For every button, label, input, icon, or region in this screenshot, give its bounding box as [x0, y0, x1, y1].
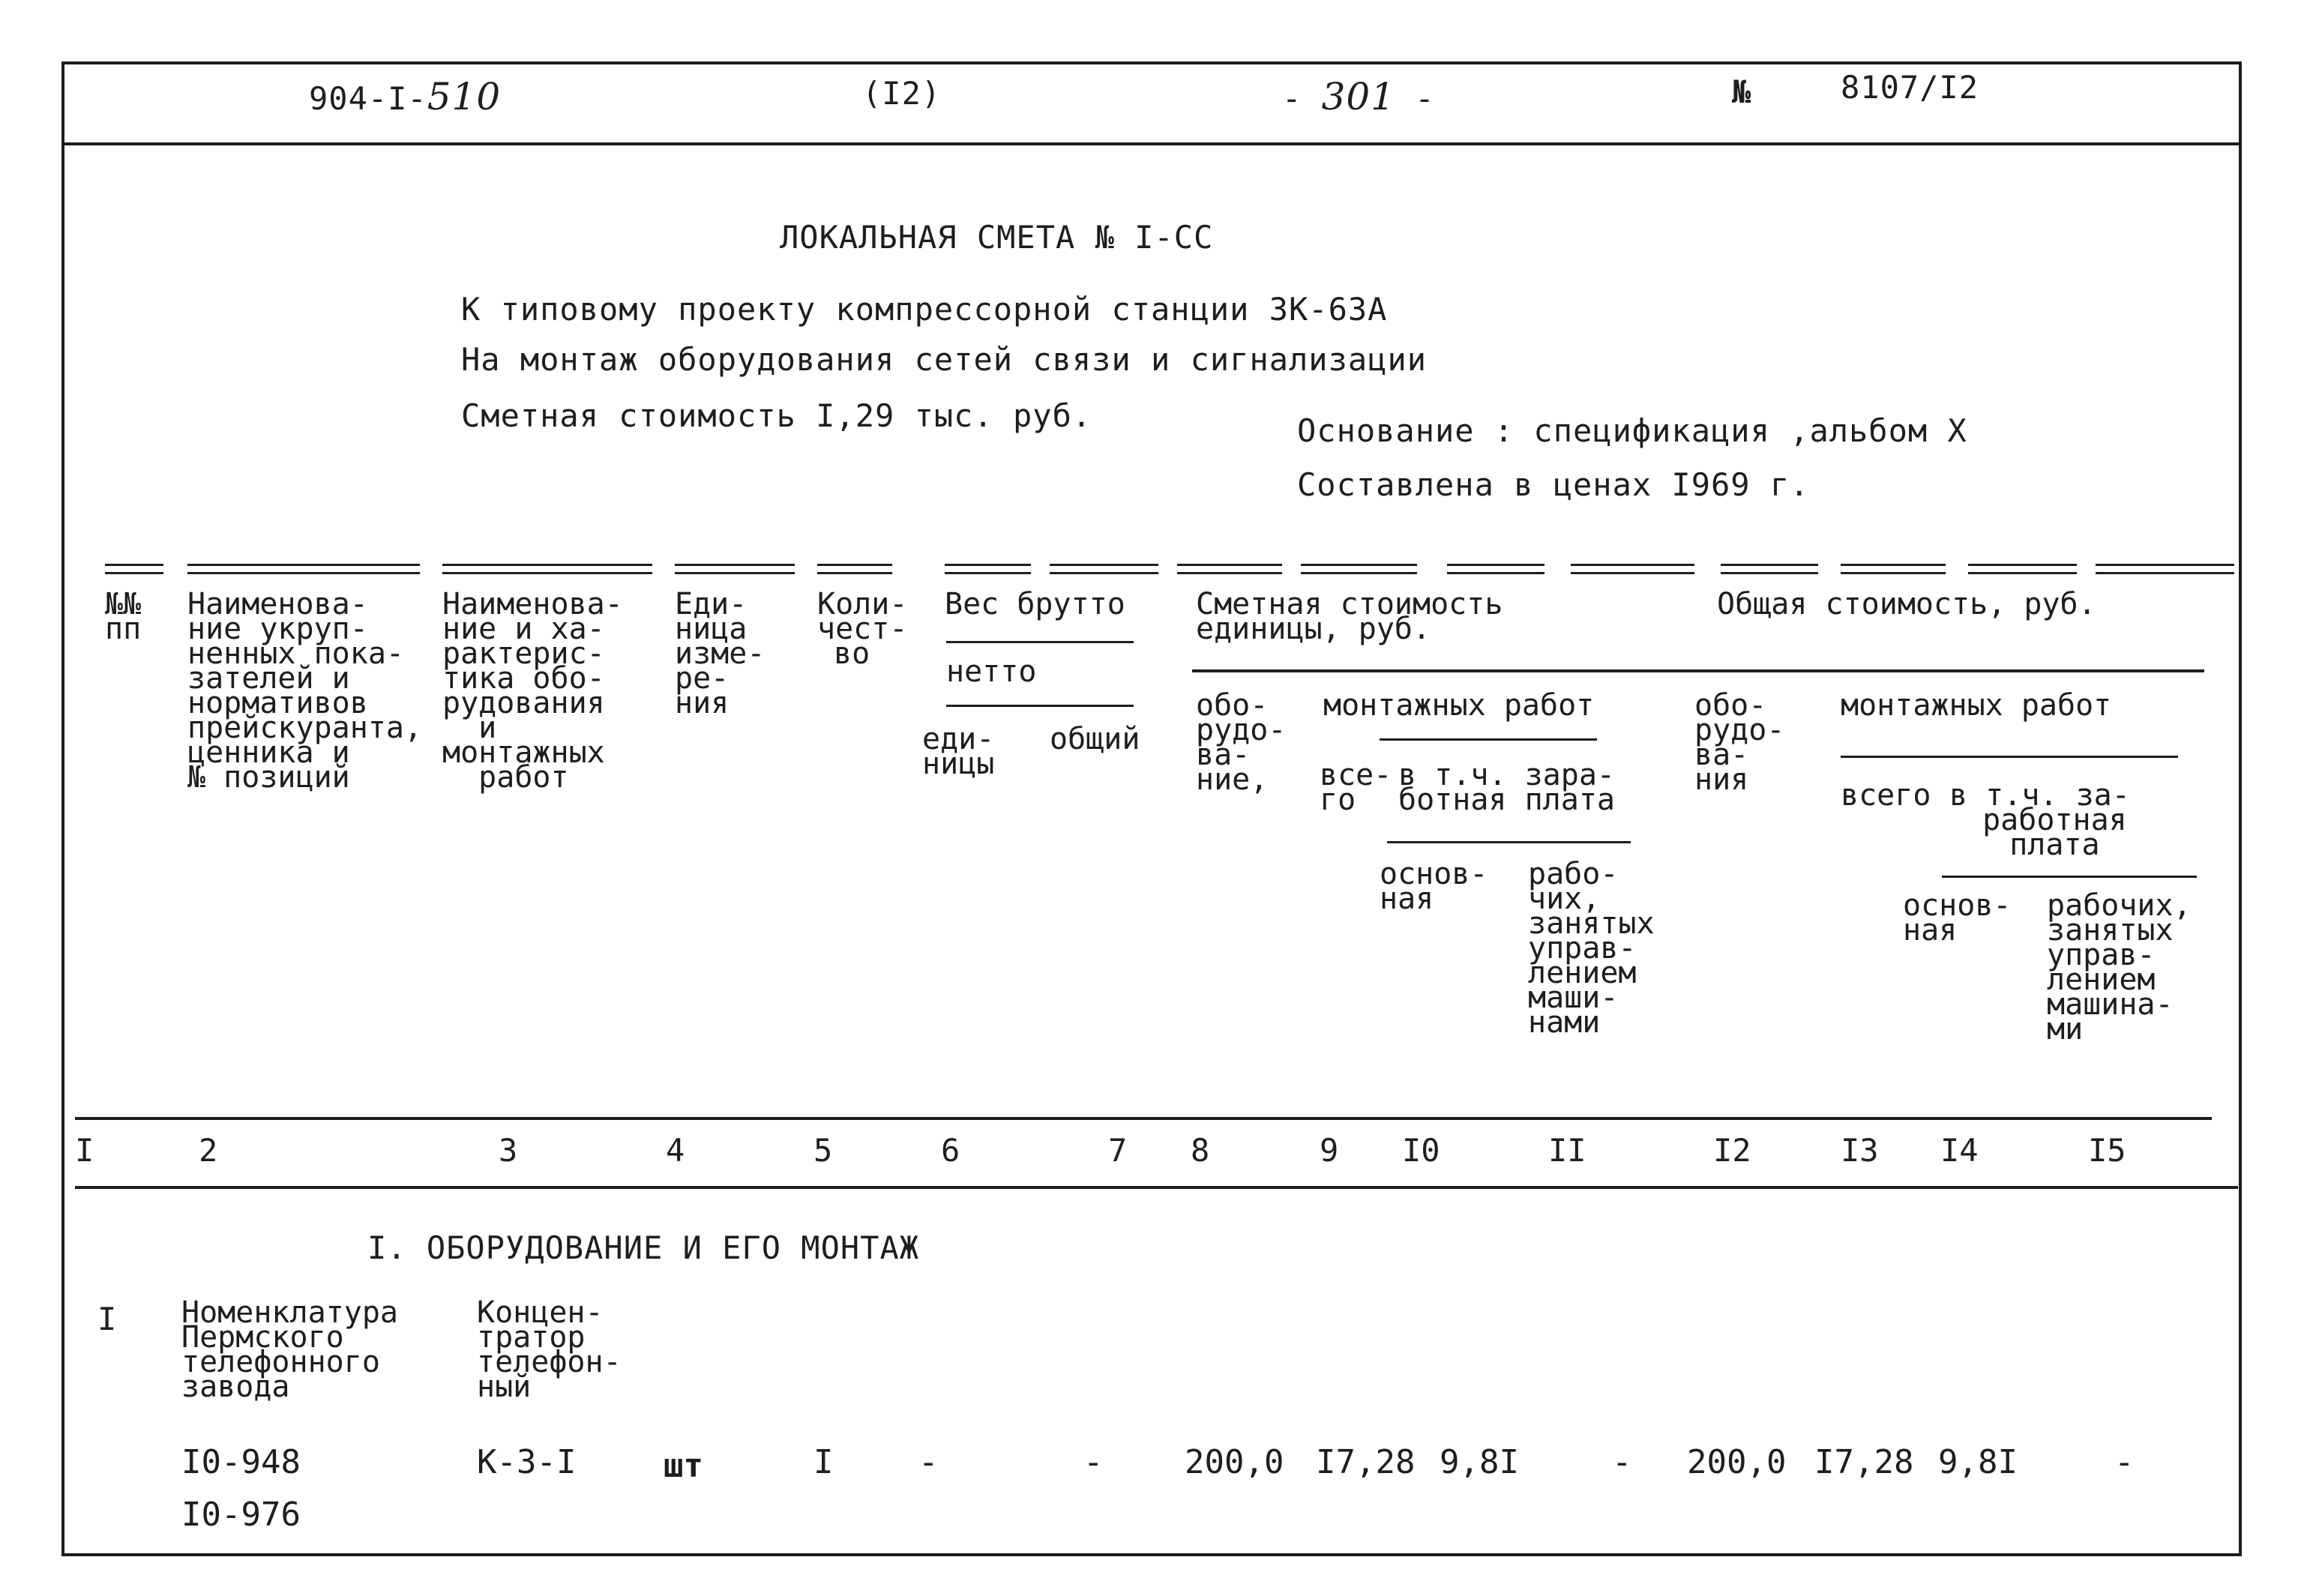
- header-rule-c9: [1301, 564, 1417, 574]
- row1-qty: I: [813, 1443, 834, 1481]
- col11-header: рабо- чих, занятых управ- лением маши- нами: [1528, 857, 1655, 1040]
- weight-header: Вес брутто: [945, 587, 1125, 621]
- colnum-rule-top: [75, 1117, 2212, 1120]
- col4-header: Еди- ница изме- ре- ния: [675, 587, 766, 720]
- header-rule-c6: [945, 564, 1031, 574]
- row1-weight-total: -: [1083, 1443, 1104, 1481]
- row1-name: Номенклатура Пермского телефонного завода: [181, 1295, 398, 1404]
- col3-header: Наименова- ние и ха- рактерис- тика обо- рудования и монтажных работ: [442, 587, 623, 795]
- row1-model: К-3-I: [477, 1443, 577, 1481]
- header-rule-c2: [187, 564, 420, 574]
- colnum-7: 7: [1108, 1132, 1128, 1169]
- col5-header: Коли- чест- во: [817, 587, 908, 671]
- title-prices: Составлена в ценах I969 г.: [1297, 466, 1810, 503]
- header-rule-c11: [1571, 564, 1694, 574]
- doc-code: 904-I-510: [309, 75, 502, 118]
- colnum-9: 9: [1320, 1132, 1339, 1169]
- header-rule-c7: [1050, 564, 1158, 574]
- row1-col14: 9,8I: [1938, 1443, 2018, 1481]
- colnum-6: 6: [941, 1132, 960, 1169]
- row1-num: I: [97, 1301, 117, 1337]
- wage-rule-unit: [1387, 841, 1631, 843]
- header-rule-c14: [1968, 564, 2077, 574]
- section-title: I. ОБОРУДОВАНИЕ И ЕГО МОНТАЖ: [367, 1229, 920, 1266]
- title-scope: На монтаж оборудования сетей связи и сигнализации: [461, 341, 1428, 378]
- total-cost-header: Общая стоимость, руб.: [1717, 587, 2096, 621]
- cost-rule: [1192, 669, 2204, 672]
- colnum-5: 5: [813, 1132, 833, 1169]
- title-project: К типовому проекту компрессорной станции ЗК-63А: [461, 291, 1388, 328]
- header-rule-c12: [1721, 564, 1818, 574]
- doc-number: 8107/I2: [1841, 69, 1979, 106]
- colnum-4: 4: [666, 1132, 685, 1169]
- mount-rule-total: [1841, 756, 2178, 758]
- colnum-8: 8: [1191, 1132, 1210, 1169]
- row1-col12: 200,0: [1687, 1443, 1787, 1481]
- header-rule-c13: [1841, 564, 1946, 574]
- row1-equipment: Концен- тратор телефон- ный: [477, 1295, 622, 1404]
- row1-col9: I7,28: [1316, 1443, 1416, 1481]
- col6-header: еди- ницы: [922, 722, 995, 781]
- page-number-handwritten: 301: [1321, 75, 1396, 118]
- colnum-2: 2: [199, 1132, 218, 1169]
- colnum-3: 3: [499, 1132, 518, 1169]
- unit-cost-header: Сметная стоимость единицы, руб.: [1196, 587, 1503, 646]
- header-rule-c3: [442, 564, 652, 574]
- header-divider: [61, 142, 2239, 145]
- colnum-10: I0: [1402, 1132, 1440, 1169]
- col2-header: Наименова- ние укруп- ненных пока- зателей и нормативов прейскуранта, ценника и № позиций: [187, 587, 423, 795]
- estimate-title: ЛОКАЛЬНАЯ СМЕТА № I-СС: [780, 219, 1214, 256]
- weight-rule-1: [946, 641, 1134, 643]
- row1-col11: -: [1612, 1443, 1632, 1481]
- row1-col13: I7,28: [1814, 1443, 1914, 1481]
- row1-weight-unit: -: [918, 1443, 939, 1481]
- row1-unit: шт: [664, 1447, 703, 1485]
- weight-net-header: нетто: [946, 654, 1037, 689]
- weight-rule-2: [946, 705, 1134, 707]
- wage-header-total: в т.ч. за- работная плата: [1949, 778, 2130, 862]
- colnum-15: I5: [2088, 1132, 2126, 1169]
- number-sign: №: [1732, 73, 1752, 110]
- doc-code-handwritten: 510: [427, 75, 502, 118]
- header-rule-c8: [1177, 564, 1282, 574]
- title-cost: Сметная стоимость I,29 тыс. руб.: [461, 397, 1092, 434]
- header-rule-c5: [817, 564, 892, 574]
- section-number: (I2): [862, 75, 942, 112]
- col9-header: все- го: [1320, 758, 1392, 817]
- row1-code1: I0-948: [181, 1443, 301, 1481]
- colnum-1: I: [75, 1132, 94, 1169]
- colnum-13: I3: [1841, 1132, 1879, 1169]
- title-basis: Основание : спецификация ,альбом X: [1297, 412, 1967, 449]
- row1-col8: 200,0: [1185, 1443, 1284, 1481]
- row1-col15: -: [2114, 1443, 2135, 1481]
- top-border: [61, 61, 2239, 64]
- header-rule-c15: [2096, 564, 2234, 574]
- col1-header: №№ пп: [105, 587, 142, 646]
- col10-header: основ- ная: [1380, 857, 1488, 916]
- colnum-14: I4: [1940, 1132, 1979, 1169]
- wage-header-unit: в т.ч. зара- ботная плата: [1398, 758, 1615, 817]
- colnum-11: II: [1548, 1132, 1586, 1169]
- col8-header: обо- рудо- ва- ние,: [1196, 688, 1287, 797]
- colnum-12: I2: [1713, 1132, 1751, 1169]
- mount-rule-unit: [1380, 738, 1597, 741]
- header-rule-c1: [105, 564, 163, 574]
- row1-code2: I0-976: [181, 1496, 301, 1534]
- col14-header: основ- ная: [1903, 888, 2012, 948]
- page-number: - 301 -: [1282, 75, 1435, 118]
- colnum-rule-bottom: [75, 1186, 2238, 1189]
- header-rule-c10: [1447, 564, 1544, 574]
- col12-header: обо- рудо- ва- ния: [1694, 688, 1785, 797]
- col15-header: рабочих, занятых управ- лением машина- ми: [2047, 888, 2192, 1047]
- col7-header: общий: [1050, 722, 1140, 756]
- wage-rule-total: [1942, 876, 2197, 878]
- mount-header-unit: монтажных работ: [1323, 688, 1595, 723]
- header-rule-c4: [675, 564, 795, 574]
- col13-header: всего: [1841, 778, 1931, 813]
- mount-header-total: монтажных работ: [1841, 688, 2112, 723]
- row1-col10: 9,8I: [1440, 1443, 1519, 1481]
